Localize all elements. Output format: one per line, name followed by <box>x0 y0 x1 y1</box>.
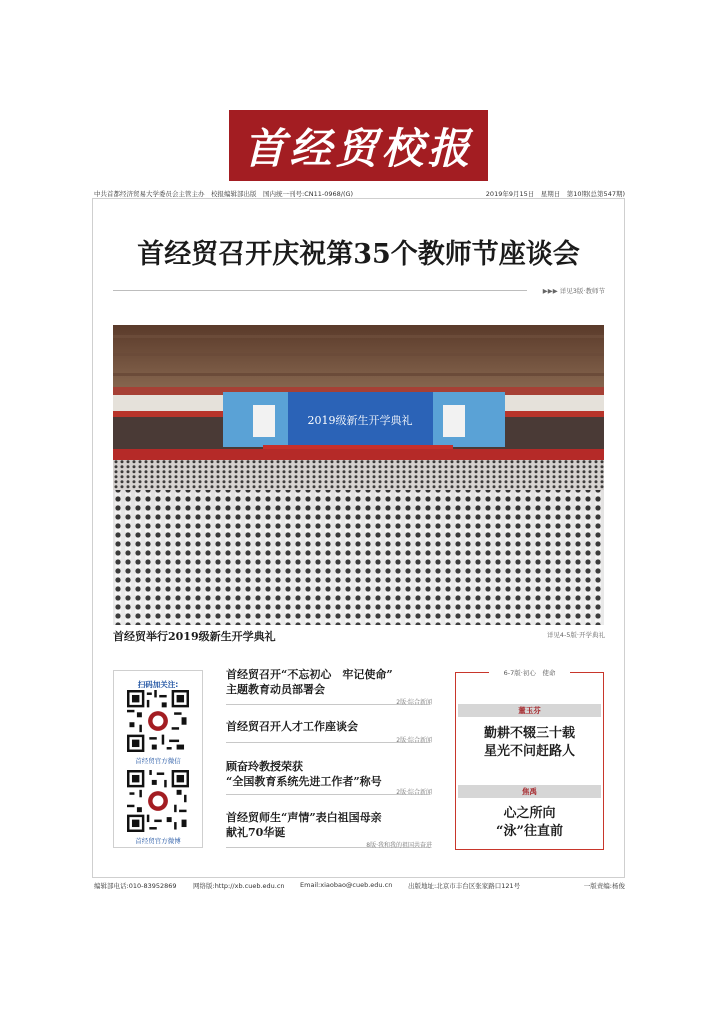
wechat-qr-code[interactable] <box>127 690 189 752</box>
weibo-qr-caption: 首经贸官方微博 <box>135 837 181 845</box>
feature-headline[interactable]: 心之所向 “泳”往直前 <box>496 806 563 839</box>
feature-headline[interactable]: 勤耕不辍三十载 星光不问赶路人 <box>483 726 575 759</box>
masthead-title: 首经贸校报 <box>243 123 474 173</box>
ceremony-photo[interactable] <box>113 325 604 625</box>
wechat-qr-caption: 首经贸官方微信 <box>135 757 181 765</box>
lead-page-ref[interactable]: ▶▶▶ 详见3版·教师节 <box>542 287 605 295</box>
brief-page-ref[interactable]: 2版·综合新闻 <box>396 789 432 796</box>
footer-address: 出版地址:北京市丰台区张家路口121号 <box>408 882 521 890</box>
brief-page-ref[interactable]: 8版·我和我的祖国共奋进 <box>366 842 432 849</box>
feature-person-name: 焦禹 <box>458 785 601 798</box>
footer-email[interactable]: Email:xiaobao@cueb.edu.cn <box>300 881 393 889</box>
ceremony-photo-illustration <box>113 325 604 625</box>
masthead <box>229 110 488 181</box>
publisher-info: 中共首都经济贸易大学委员会主管主办 校报编辑部出版 国内统一刊号:CN11-0968/(G) <box>94 190 354 198</box>
footer-phone: 编辑部电话:010-83952869 <box>94 882 177 890</box>
footer-web[interactable]: 网络版:http://xb.cueb.edu.cn <box>193 882 285 890</box>
stage-screen-banner: 2019级新生开学典礼 <box>307 414 413 427</box>
brief-page-ref[interactable]: 2版·综合新闻 <box>396 699 432 706</box>
brief-headline[interactable]: 顾奋玲教授荣获 “全国教育系统先进工作者”称号 <box>226 760 382 788</box>
photo-page-ref[interactable]: 详见4-5版·开学典礼 <box>546 631 605 639</box>
footer-editor: 一版责编:杨俊 <box>583 882 625 890</box>
brief-headline[interactable]: 首经贸召开“不忘初心 牢记使命” 主题教育动员部署会 <box>226 668 393 696</box>
feature-person-name: 董玉芬 <box>458 704 601 717</box>
issue-info: 2019年9月15日 星期日 第10期(总第547期) <box>485 190 625 198</box>
brief-headline[interactable]: 首经贸召开人才工作座谈会 <box>226 720 358 733</box>
weibo-qr-code[interactable] <box>127 770 189 832</box>
brief-headline[interactable]: 首经贸师生“声情”表白祖国母亲 献礼70华诞 <box>226 811 382 839</box>
brief-page-ref[interactable]: 2版·综合新闻 <box>396 737 432 744</box>
photo-caption: 首经贸举行2019级新生开学典礼 <box>113 630 276 643</box>
qr-panel-title: 扫码加关注: <box>137 680 179 689</box>
feature-panel-header[interactable]: 6-7版·初心 使命 <box>503 669 556 677</box>
headline-divider <box>113 290 527 291</box>
lead-headline[interactable]: 首经贸召开庆祝第35个教师节座谈会 <box>137 239 580 270</box>
